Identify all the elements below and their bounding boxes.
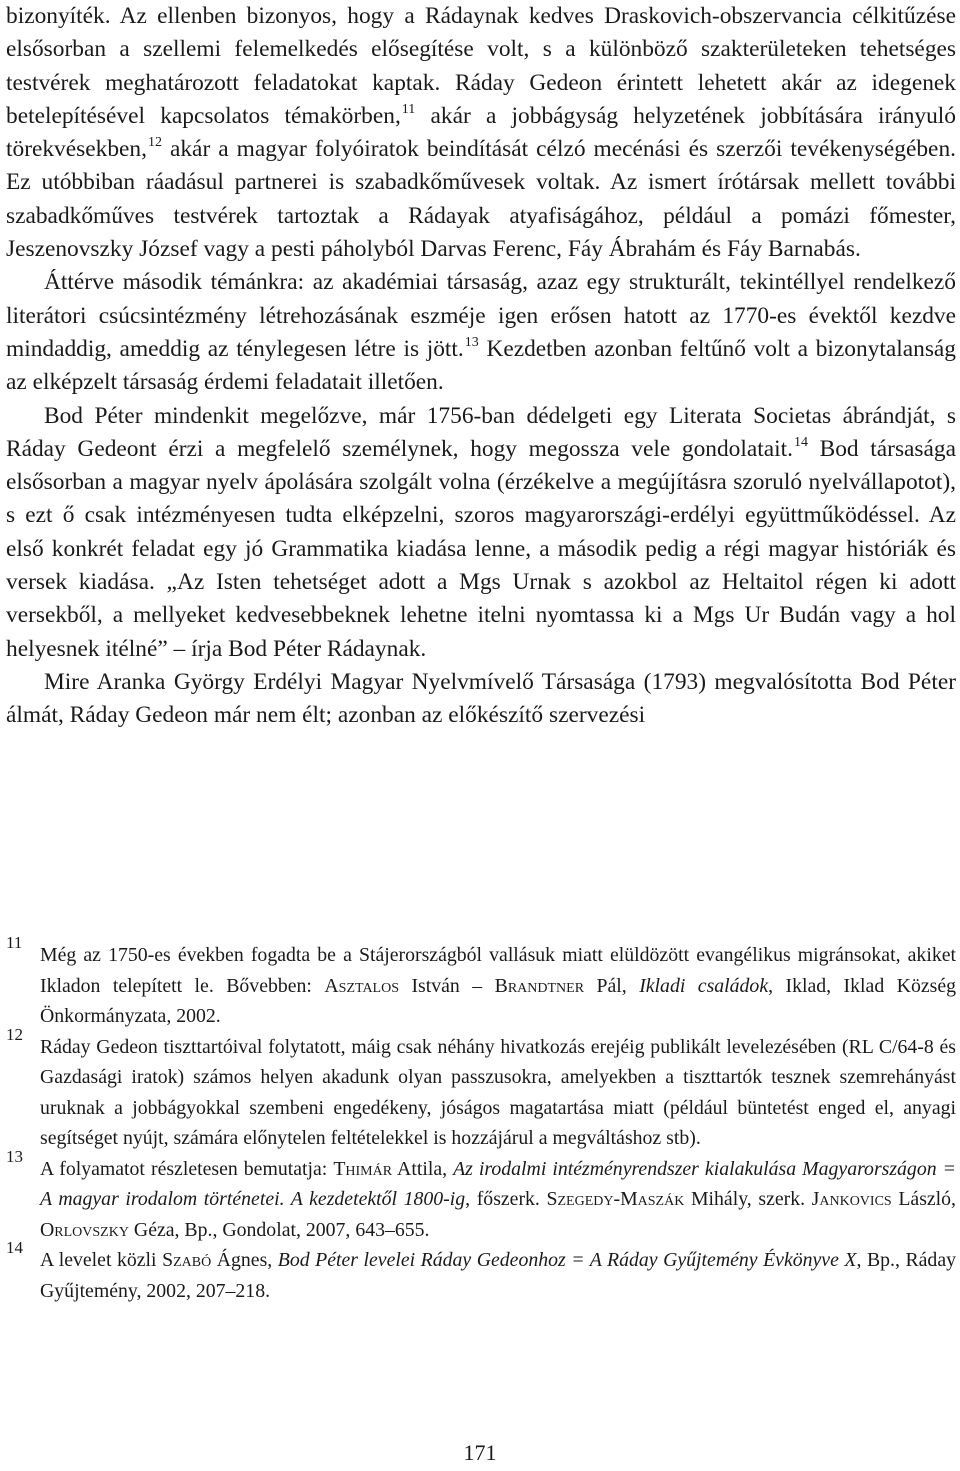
document-page (6, 0, 956, 1471)
footnote-text: Ráday Gedeon tiszttartóival folytatott, máig csak néhány hivatkozás erejéig publikált levelezésében (RL C/64-8 és Gazdasági iratok) számos helyen akadunk olyan passzusokra, amelyekben a tiszttartók tesznek szemrehányást uruknak a jobbágyokkal szembeni engedékeny, jóságos magatartása miatt (például büntetést enged el, anyagi segítséget nyújt, számára előnytelen feltételekkel is hozzájárul a megváltáshoz stb). (40, 1035, 956, 1149)
paragraph-4: Mire Aranka György Erdélyi Magyar Nyelvmívelő Társasága (1793) megvalósította Bod Péter álmát, Ráday Gedeon már nem élt; azonban az előkészítő szervezési (6, 668, 956, 729)
footnote-13 (6, 1146, 957, 1246)
footnote-ref-11[interactable]: 11 (401, 101, 416, 117)
text-run: Attila, (392, 1157, 454, 1180)
footnote-ref-12[interactable]: 12 (147, 135, 162, 151)
text-run: , főszerk. (465, 1188, 547, 1210)
footnote-ref-14[interactable]: 14 (793, 434, 808, 450)
text-run: Pál, (584, 974, 640, 997)
paragraph-3 (6, 400, 956, 666)
author-name: Asztalos (324, 974, 400, 997)
text-run: Géza, Bp., Gondolat, 2007, 643–655. (128, 1218, 430, 1241)
footnote-text (40, 1245, 956, 1306)
text-run: A levelet közli (40, 1249, 163, 1271)
work-title: Az irodalmi intézményrendszer kialakulása Magyarországon = A magyar irodalom történetei. A kezdetektől 1800-ig (40, 1157, 956, 1210)
footnote-14 (6, 1238, 956, 1306)
footnote-12 (6, 1024, 956, 1154)
text-run: Áttérve második témánkra: az akadémiai társaság, azaz egy strukturált, tekintéllyel rendelkező literátori csúcsintézmény létrehozásának eszméje igen erősen hatott az 1770-es évektől kezdve mindaddig, ameddig az ténylegesen létre is jött. (6, 269, 956, 362)
footnote-number: 13 (6, 1146, 23, 1166)
text-run: , Iklad, Iklad Község Önkormányzata, 2002. (40, 974, 956, 1027)
text-run: Bod társasága elsősorban a magyar nyelv ápolására szolgált volna (érzékelve a megújításra szoruló nyelvállapotot), s ezt ő csak intézményesen tudta elképzelni, szoros magyarországi-erdélyi együttműködéssel. Az első konkrét feladat egy jó Grammatika kiadása lenne, a második pedig a régi magyar históriák és versek kiadása. „Az Isten tehetséget adott a Mgs Urnak s azokbol az Heltaitol régen ki adott versekből, a mellyeket kedvesebbeknek lehetne itelni nyomtassa ki a Mgs Ur Budán vagy a hol helyesnek itélné” – írja Bod Péter Rádaynak. (6, 435, 956, 662)
work-title: Ikladi családok (639, 974, 769, 997)
paragraph-2 (6, 266, 956, 399)
text-run: akár a jobbágyság helyzetének jobbítására irányuló törekvésekben, (6, 102, 956, 163)
text-run: akár a magyar folyóiratok beindítását célzó mecénási és szerzői tevékenységében. Ez utóbbiban ráadásul partnerei is szabadkőművesek voltak. Az ismert írótársak mellett további szabadkőműves testvérek tartoztak a Rádayak atyafiságához, például a pomázi főmester, Jeszenovszky József vagy a pesti páholyból Darvas Ferenc, Fáy Ábrahám és Fáy Barnabás. (6, 136, 956, 263)
author-name: Szegedy-Maszák (546, 1188, 685, 1210)
author-name: Jankovics (811, 1188, 892, 1210)
author-name: Orlovszky (40, 1218, 129, 1241)
page-number: 171 (463, 1440, 497, 1465)
text-run: Bod Péter mindenkit megelőzve, már 1756-ban dédelgeti egy Literata Societas ábrándját, s Ráday Gedeont érzi a megfelelő személynek, hogy megossza vele gondolatait. (6, 402, 956, 462)
footnotes (6, 933, 957, 1306)
text-run: László, (891, 1188, 957, 1210)
footnote-number: 11 (6, 933, 23, 952)
footnote-text (40, 1154, 956, 1246)
text-run: Kezdetben azonban feltűnő volt a bizonytalanság az elképzelt társaság érdemi feladatait illetően. (6, 335, 957, 396)
text-run: Még az 1750-es években fogadta be a Stájerországból vallásuk miatt elüldözött evangélikus migránsokat, akiket Ikladon telepített le. Bővebben: (40, 944, 956, 997)
text-run: bizonyíték. Az ellenben bizonyos, hogy a Rádaynak kedves Draskovich-obszervancia célkitűzése elsősorban a szellemi felemelkedés elősegítése volt, s a különböző szakterületeken tehetséges testvérek meghatározott feladatokat kaptak. Ráday Gedeon érintett lehetett akár az idegenek betelepítésével kapcsolatos témakörben, (6, 3, 956, 129)
text-run: Mihály, szerk. (684, 1188, 812, 1210)
footnote-number: 14 (6, 1238, 23, 1257)
author-name: Brandtner (494, 974, 585, 997)
footnote-ref-13[interactable]: 13 (464, 334, 479, 350)
footnote-11 (6, 933, 956, 1032)
footnote-number: 12 (6, 1024, 23, 1044)
text-run: István – (399, 974, 495, 997)
work-title: Bod Péter levelei Ráday Gedeonhoz = A Ráday Gyűjtemény Évkönyve X (277, 1249, 857, 1271)
footnote-text (40, 940, 956, 1032)
text-run: , Bp., Ráday Gyűjtemény, 2002, 207–218. (40, 1249, 956, 1302)
author-name: Thimár (333, 1157, 393, 1180)
text-run: Ágnes, (211, 1249, 278, 1271)
text-run: A folyamatot részletesen bemutatja: (40, 1157, 334, 1180)
main-text (6, 0, 956, 733)
paragraph-1 (6, 0, 956, 266)
author-name: Szabó (162, 1249, 212, 1271)
